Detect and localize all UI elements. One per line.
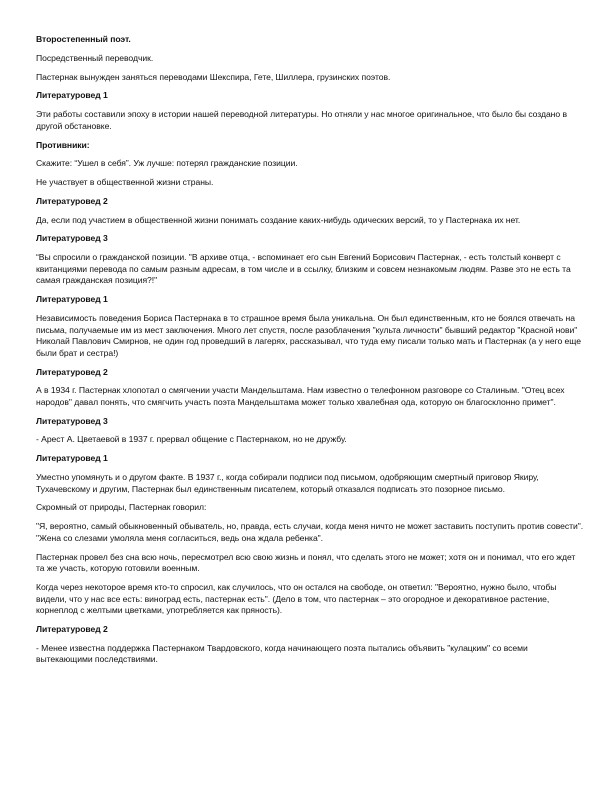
heading: Второстепенный поэт. xyxy=(36,34,131,44)
speaker-heading: Литературовед 1 xyxy=(36,453,108,464)
paragraph: Когда через некоторое время кто-то спросил, как случилось, что он остался на свободе, он ответил: "Вероятно, нужно было, чтобы видели, что у нас все есть: виноград есть, пастернак есть". (Дело в том, что пастернак – это огородное и декоративное растение, корнеплод с желтыми цветками, употребляется как пряность). xyxy=(36,581,557,616)
paragraph: Независимость поведения Бориса Пастернака в то страшное время была уникальна. Он был единственным, кто не боялся отвечать на письма, получаемые им из мест заключения. Много лет спустя, после разоблачения "культа личности" бывший редактор "Красной нови" Николай Павлович Смирнов, не один год проведший в лагерях, рассказывал, что туда ему писали только мать и Пастернак (а у него еще были брат и сестра!) xyxy=(36,312,581,358)
speaker-heading: Противники: xyxy=(36,139,90,150)
paragraph: "Жена со слезами умоляла меня согласиться, ведь она ждала ребенка". xyxy=(36,532,324,543)
document-page xyxy=(36,34,584,673)
speaker-heading: Литературовед 3 xyxy=(36,233,108,244)
speaker-heading: Литературовед 2 xyxy=(36,366,108,377)
quote-paragraph: "Я, вероятно, самый обыкновенный обыватель, но, правда, есть случаи, когда меня ничто не может заставить поступить против совести". xyxy=(36,521,584,532)
paragraph: Посредственный переводчик. xyxy=(36,52,154,63)
speaker-heading: Литературовед 1 xyxy=(36,294,108,305)
paragraph: А в 1934 г. Пастернак хлопотал о смягчении участи Мандельштама. Нам известно о телефонном разговоре со Сталиным. "Отец всех народов" давал понять, что смягчить участь поэта Мандельштама может только хвалебная ода, которую он благосклонно примет". xyxy=(36,385,565,407)
speaker-heading: Литературовед 2 xyxy=(36,195,108,206)
paragraph: Пастернак провел без сна всю ночь, пересмотрел всю свою жизнь и понял, что сделать этого не может; хотя он и понимал, что его ждет та же участь, которую готовили военным. xyxy=(36,551,576,574)
paragraph: - Арест А. Цветаевой в 1937 г. прервал общение с Пастернаком, но не дружбу. xyxy=(36,434,347,445)
speaker-heading: Литературовед 1 xyxy=(36,90,108,101)
paragraph: Эти работы составили эпоху в истории нашей переводной литературы. Но отняли у нас многое оригинальное, что было бы создано в другой обстановке. xyxy=(36,109,567,131)
paragraph: Скромный от природы, Пастернак говорил: xyxy=(36,502,207,513)
paragraph: Уместно упомянуть и о другом факте. В 1937 г., когда собирали подписи под письмом, одобряющим смертный приговор Якиру, Тухачевскому и другим, Пастернак был единственным писателем, который отказался подписать это позорное письмо. xyxy=(36,472,539,494)
paragraph: Не участвует в общественной жизни страны. xyxy=(36,177,214,188)
paragraph: Скажите: “Ушел в себя”. Уж лучше: потерял гражданские позиции. xyxy=(36,158,298,169)
speaker-heading: Литературовед 2 xyxy=(36,623,108,634)
speaker-heading: Литературовед 3 xyxy=(36,415,108,426)
paragraph: Пастернак вынужден заняться переводами Шекспира, Гете, Шиллера, грузинских поэтов. xyxy=(36,71,391,82)
paragraph: - Менее известна поддержка Пастернаком Твардовского, когда начинающего поэта пытались объявить "кулацким" со всеми вытекающими последствиями. xyxy=(36,642,528,665)
paragraph: Да, если под участием в общественной жизни понимать создание каких-нибудь одических версий, то у Пастернака их нет. xyxy=(36,214,521,225)
paragraph: “Вы спросили о гражданской позиции. "В архиве отца, - вспоминает его сын Евгений Борисович Пастернак, - есть толстый конверт с квитанциями перевода по самым разным адресам, в том числе и в ссылку, близким и совсем незнакомым людям. Разве это не есть та самая гражданская позиция?!" xyxy=(36,252,571,286)
